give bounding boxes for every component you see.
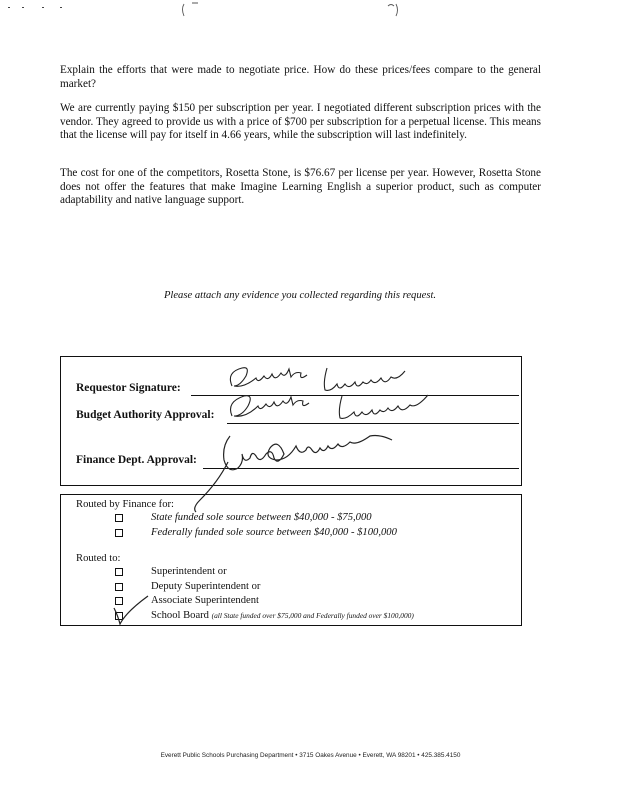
school-board-label: School Board [151, 610, 209, 621]
finance-approval-label: Finance Dept. Approval: [76, 454, 197, 466]
school-board-option [151, 610, 414, 621]
school-board-check-mark [110, 594, 155, 626]
federally-funded-option: Federally funded sole source between $40,000 - $100,000 [151, 527, 397, 538]
scan-marks [0, 0, 621, 20]
page-footer: Everett Public Schools Purchasing Department • 3715 Oakes Avenue • Everett, WA 98201 • 425.385.4150 [160, 752, 461, 759]
budget-approval-label: Budget Authority Approval: [76, 409, 215, 421]
superintendent-checkbox[interactable] [115, 568, 123, 576]
school-board-note: (all State funded over $75,000 and Federally funded over $100,000) [211, 611, 414, 620]
deputy-superintendent-option: Deputy Superintendent or [151, 581, 261, 592]
negotiation-question: Explain the efforts that were made to negotiate price. How do these prices/fees compare to the general market? [60, 64, 541, 90]
state-funded-checkbox[interactable] [115, 514, 123, 522]
associate-superintendent-option: Associate Superintendent [151, 595, 259, 606]
requestor-signature-label: Requestor Signature: [76, 382, 181, 394]
attach-evidence-note: Please attach any evidence you collected regarding this request. [163, 290, 437, 301]
federally-funded-checkbox[interactable] [115, 529, 123, 537]
state-funded-option: State funded sole source between $40,000 - $75,000 [151, 512, 372, 523]
routed-to-label: Routed to: [76, 553, 121, 564]
superintendent-option: Superintendent or [151, 566, 227, 577]
pricing-paragraph: We are currently paying $150 per subscription per year. I negotiated different subscription prices with the vendor. They agreed to provide us with a price of $700 per subscription for a perpetual license. This means that the license will pay for itself in 4.66 years, while the subscription will last indefinitely. [60, 102, 541, 142]
deputy-superintendent-checkbox[interactable] [115, 583, 123, 591]
competitor-paragraph: The cost for one of the competitors, Rosetta Stone, is $76.67 per license per year. However, Rosetta Stone does not offer the features that make Imagine Learning English a superior product, such as computer adaptability and native language support. [60, 167, 541, 207]
routed-by-finance-label: Routed by Finance for: [76, 499, 174, 510]
